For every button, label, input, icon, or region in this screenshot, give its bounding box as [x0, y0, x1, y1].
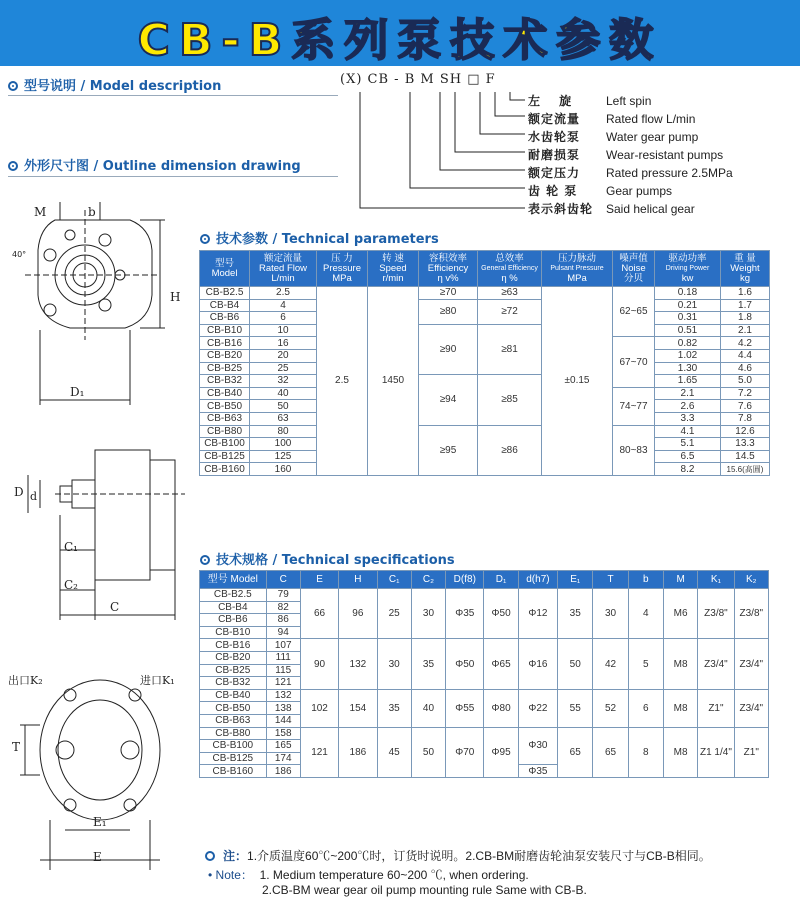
weight-cell: 4.2: [721, 337, 770, 350]
flow-cell: 4: [250, 299, 317, 312]
header-unit: MPa: [567, 272, 587, 284]
K2-cell: Z3/4": [734, 689, 768, 727]
header-unit: kw: [681, 272, 694, 284]
C2-cell: 30: [411, 589, 445, 639]
power-cell: 0.51: [655, 324, 721, 337]
T-cell: 30: [593, 589, 628, 639]
header-cn: 重 量: [734, 252, 756, 264]
header-unit: r/min: [382, 272, 404, 284]
C-cell: 82: [266, 601, 300, 614]
legend-row: [528, 164, 733, 181]
noise-cell: 80~83: [613, 425, 655, 475]
params-header-cell: [368, 251, 419, 287]
model-cell: CB-B160: [200, 463, 250, 476]
header-en: Speed: [379, 262, 407, 274]
label-D1: D₁: [70, 385, 85, 399]
D-cell: Φ35: [446, 589, 484, 639]
header-unit: MPa: [332, 272, 352, 284]
C-cell: 132: [266, 689, 300, 702]
header-en: Pulsant Pressure: [550, 264, 604, 272]
legend-row: [528, 182, 672, 199]
power-cell: 0.21: [655, 299, 721, 312]
model-cell: CB-B6: [200, 614, 267, 627]
legend-cn: 额定流量: [528, 112, 581, 126]
C-cell: 115: [266, 664, 300, 677]
K1-cell: Z3/8": [698, 589, 734, 639]
d-cell: Φ16: [518, 639, 557, 689]
C-cell: 186: [266, 765, 300, 778]
flow-cell: 16: [250, 337, 317, 350]
params-header-cell: [200, 251, 250, 287]
legend-row: [528, 146, 723, 163]
header-en: General Efficiency: [481, 264, 538, 272]
header-cn: 转 速: [382, 252, 404, 264]
model-code-leader-lines: [340, 88, 540, 218]
power-cell: 2.1: [655, 387, 721, 400]
note-cn: 注：1.介质温度60℃~200℃时，订货时说明。2.CB-BM耐磨齿轮油泵安装尺寸与CB-B相同。: [205, 847, 711, 864]
legend-en: Rated flow L/min: [606, 112, 696, 126]
weight-cell: 1.7: [721, 299, 770, 312]
bullet-icon: [205, 851, 215, 861]
label-d: d: [30, 490, 38, 503]
params-header-cell: [317, 251, 368, 287]
legend-en: Wear-resistant pumps: [606, 148, 724, 162]
power-cell: 0.82: [655, 337, 721, 350]
model-cell: CB-B20: [200, 349, 250, 362]
E1-cell: 55: [558, 689, 593, 727]
D-cell: Φ55: [446, 689, 484, 727]
weight-cell: 1.6: [721, 287, 770, 300]
label-E: E: [93, 850, 102, 864]
technical-specifications-table: [199, 570, 769, 778]
label-T: T: [12, 740, 21, 754]
label-inlet-K1: 进口K₁: [140, 674, 175, 687]
flow-cell: 20: [250, 349, 317, 362]
legend-cn: 耐磨损泵: [528, 148, 581, 162]
C-cell: 158: [266, 727, 300, 740]
d-cell: Φ12: [518, 589, 557, 639]
C2-cell: 35: [411, 639, 445, 689]
legend-en: Gear pumps: [606, 184, 673, 198]
model-cell: CB-B80: [200, 425, 250, 438]
params-header-cell: [478, 251, 542, 287]
header-cn: 型号: [214, 257, 234, 269]
M-cell: M8: [663, 689, 697, 727]
legend-cn: 水齿轮泵: [528, 130, 581, 144]
C2-cell: 50: [411, 727, 445, 777]
general-efficiency-cell: ≥63: [478, 287, 542, 300]
specs-header-cell: K₁: [698, 571, 734, 589]
bullet-icon: [200, 555, 210, 565]
model-cell: CB-B20: [200, 651, 267, 664]
model-cell: CB-B40: [200, 387, 250, 400]
specs-header-cell: D(f8): [446, 571, 484, 589]
header-en: Pressure: [322, 262, 361, 274]
E-cell: 121: [300, 727, 338, 777]
b-cell: 4: [628, 589, 663, 639]
params-header-cell: [655, 251, 721, 287]
C2-cell: 40: [411, 689, 445, 727]
T-cell: 42: [593, 639, 628, 689]
E1-cell: 65: [558, 727, 593, 777]
pump-side-view: [95, 450, 150, 580]
specs-header-cell: K₂: [734, 571, 768, 589]
model-cell: CB-B25: [200, 362, 250, 375]
model-cell: CB-B125: [200, 752, 267, 765]
specs-header-cell: C₂: [411, 571, 445, 589]
volumetric-efficiency-cell: ≥94: [419, 375, 478, 425]
flow-cell: 2.5: [250, 287, 317, 300]
flow-cell: 10: [250, 324, 317, 337]
E-cell: 90: [300, 639, 338, 689]
general-efficiency-cell: ≥85: [478, 375, 542, 425]
C1-cell: 30: [377, 639, 411, 689]
E-cell: 102: [300, 689, 338, 727]
specs-header-cell: C: [266, 571, 300, 589]
header-unit: η %: [501, 272, 518, 284]
weight-cell: 12.6: [721, 425, 770, 438]
weight-cell: 4.6: [721, 362, 770, 375]
power-cell: 3.3: [655, 412, 721, 425]
b-cell: 8: [628, 727, 663, 777]
C-cell: 144: [266, 714, 300, 727]
weight-cell: 4.4: [721, 349, 770, 362]
volumetric-efficiency-cell: ≥90: [419, 324, 478, 374]
power-cell: 0.31: [655, 312, 721, 325]
noise-cell: 62~65: [613, 287, 655, 337]
weight-cell: 1.8: [721, 312, 770, 325]
model-cell: CB-B80: [200, 727, 267, 740]
C-cell: 111: [266, 651, 300, 664]
d-cell: Φ30: [518, 727, 557, 765]
params-header-row: [200, 251, 770, 287]
outline-drawing: [0, 180, 190, 900]
K1-cell: Z1": [698, 689, 734, 727]
flow-cell: 100: [250, 438, 317, 451]
model-cell: CB-B100: [200, 438, 250, 451]
model-cell: CB-B100: [200, 740, 267, 753]
C-cell: 107: [266, 639, 300, 652]
header-en: Noise: [621, 262, 646, 274]
D-cell: Φ50: [446, 639, 484, 689]
C-cell: 174: [266, 752, 300, 765]
header-en: Efficiency: [427, 262, 469, 274]
H-cell: 132: [339, 639, 377, 689]
H-cell: 154: [339, 689, 377, 727]
weight-cell: 7.8: [721, 412, 770, 425]
params-row: [200, 287, 770, 300]
D1-cell: Φ65: [484, 639, 518, 689]
E-cell: 66: [300, 589, 338, 639]
flow-cell: 32: [250, 375, 317, 388]
d-cell: Φ35: [518, 765, 557, 778]
specs-header-cell: d(h7): [518, 571, 557, 589]
power-cell: 8.2: [655, 463, 721, 476]
specs-header-cell: H: [339, 571, 377, 589]
bullet-icon: [200, 234, 210, 244]
flow-cell: 160: [250, 463, 317, 476]
section-technical-parameters: 技术参数 / Technical parameters: [200, 228, 439, 247]
b-cell: 5: [628, 639, 663, 689]
section-technical-specifications: 技术规格 / Technical specifications: [200, 549, 455, 568]
model-cell: CB-B10: [200, 626, 267, 639]
header-unit: kg: [739, 272, 751, 284]
params-header-cell: [419, 251, 478, 287]
params-header-cell: [250, 251, 317, 287]
params-header-cell: [542, 251, 613, 287]
noise-cell: 74~77: [613, 387, 655, 425]
power-cell: 6.5: [655, 450, 721, 463]
header-unit: 分贝: [623, 272, 643, 284]
model-cell: CB-B63: [200, 412, 250, 425]
K2-cell: Z1": [734, 727, 768, 777]
M-cell: M8: [663, 727, 697, 777]
header-cn: 压 力: [331, 252, 353, 264]
header-cn: 噪声值: [619, 252, 648, 264]
K1-cell: Z1 1/4": [698, 727, 734, 777]
flow-cell: 25: [250, 362, 317, 375]
model-cell: CB-B2.5: [200, 589, 267, 602]
weight-cell: 5.0: [721, 375, 770, 388]
label-C2: C₂: [64, 578, 78, 592]
label-H: H: [170, 290, 181, 304]
legend-cn: 齿 轮 泵: [528, 184, 578, 198]
divider: [8, 176, 338, 177]
model-cell: CB-B32: [200, 677, 267, 690]
K2-cell: Z3/8": [734, 589, 768, 639]
D1-cell: Φ95: [484, 727, 518, 777]
page-title: CB-B系列泵技术参数: [137, 15, 663, 66]
D-cell: Φ70: [446, 727, 484, 777]
header-unit: L/min: [271, 272, 295, 284]
weight-cell: 13.3: [721, 438, 770, 451]
model-cell: CB-B4: [200, 299, 250, 312]
specs-header-cell: E: [300, 571, 338, 589]
label-C: C: [110, 600, 120, 614]
weight-cell: 7.6: [721, 400, 770, 413]
pressure-cell: 2.5: [317, 287, 368, 476]
C1-cell: 35: [377, 689, 411, 727]
model-cell: CB-B50: [200, 400, 250, 413]
specs-row: [200, 689, 769, 702]
model-cell: CB-B40: [200, 689, 267, 702]
technical-parameters-table: [199, 250, 770, 476]
section-outline-drawing: 外形尺寸图 / Outline dimension drawing: [8, 155, 301, 174]
specs-row: [200, 727, 769, 740]
H-cell: 96: [339, 589, 377, 639]
noise-cell: 67~70: [613, 337, 655, 387]
pulsation-cell: ±0.15: [542, 287, 613, 476]
D1-cell: Φ80: [484, 689, 518, 727]
power-cell: 1.02: [655, 349, 721, 362]
E1-cell: 35: [558, 589, 593, 639]
power-cell: 4.1: [655, 425, 721, 438]
volumetric-efficiency-cell: ≥80: [419, 299, 478, 324]
T-cell: 52: [593, 689, 628, 727]
specs-row: [200, 589, 769, 602]
specs-header-row: [200, 571, 769, 589]
legend-row: [528, 200, 695, 217]
legend-cn: 额定压力: [528, 166, 581, 180]
header-cn: 驱动功率: [668, 252, 707, 264]
header-en: Driving Power: [665, 264, 710, 272]
note-en-2: 2.CB-BM wear gear oil pump mounting rule Same with CB-B.: [262, 883, 587, 897]
flow-cell: 50: [250, 400, 317, 413]
header-unit: η v%: [437, 272, 459, 284]
header-cn: 容积效率: [428, 252, 467, 264]
speed-cell: 1450: [368, 287, 419, 476]
label-b: b: [88, 205, 96, 219]
legend-cn: 表示斜齿轮: [528, 202, 594, 216]
C-cell: 138: [266, 702, 300, 715]
weight-cell: 7.2: [721, 387, 770, 400]
label-E1: E₁: [93, 815, 107, 829]
model-cell: CB-B50: [200, 702, 267, 715]
legend-row: [528, 92, 651, 109]
model-cell: CB-B16: [200, 337, 250, 350]
label-outlet-K2: 出口K₂: [8, 674, 43, 687]
volumetric-efficiency-cell: ≥70: [419, 287, 478, 300]
power-cell: 1.30: [655, 362, 721, 375]
model-cell: CB-B16: [200, 639, 267, 652]
bullet-icon: [8, 81, 18, 91]
header-en: Rated Flow: [258, 262, 308, 274]
header-en: Weight: [730, 262, 760, 274]
power-cell: 0.18: [655, 287, 721, 300]
label-angle: 40°: [12, 250, 27, 259]
d-cell: Φ22: [518, 689, 557, 727]
model-cell: CB-B6: [200, 312, 250, 325]
legend-en: Left spin: [606, 94, 652, 108]
bullet-icon: •: [208, 868, 216, 882]
M-cell: M6: [663, 589, 697, 639]
C1-cell: 45: [377, 727, 411, 777]
b-cell: 6: [628, 689, 663, 727]
params-row: [200, 375, 770, 388]
power-cell: 5.1: [655, 438, 721, 451]
specs-header-cell: b: [628, 571, 663, 589]
specs-header-cell: T: [593, 571, 628, 589]
label-D: D: [14, 485, 24, 499]
flow-cell: 40: [250, 387, 317, 400]
C-cell: 94: [266, 626, 300, 639]
params-header-cell: [613, 251, 655, 287]
weight-cell: 2.1: [721, 324, 770, 337]
params-header-cell: [721, 251, 770, 287]
K1-cell: Z3/4": [698, 639, 734, 689]
params-row: [200, 324, 770, 337]
params-row: [200, 425, 770, 438]
model-cell: CB-B32: [200, 375, 250, 388]
H-cell: 186: [339, 727, 377, 777]
legend-en: Said helical gear: [606, 202, 695, 216]
legend-row: [528, 110, 695, 127]
header-en: Model: [211, 267, 238, 279]
model-cell: CB-B10: [200, 324, 250, 337]
power-cell: 1.65: [655, 375, 721, 388]
model-cell: CB-B160: [200, 765, 267, 778]
divider: [8, 95, 338, 96]
specs-row: [200, 639, 769, 652]
note-en-1: • Note： 1. Medium temperature 60~200 ℃, when ordering.: [208, 868, 529, 882]
C-cell: 79: [266, 589, 300, 602]
M-cell: M8: [663, 639, 697, 689]
header-cn: 压力脉动: [557, 252, 596, 264]
C-cell: 121: [266, 677, 300, 690]
header-cn: 总效率: [495, 252, 524, 264]
volumetric-efficiency-cell: ≥95: [419, 425, 478, 475]
flow-cell: 63: [250, 412, 317, 425]
model-cell: CB-B4: [200, 601, 267, 614]
specs-header-cell: C₁: [377, 571, 411, 589]
power-cell: 2.6: [655, 400, 721, 413]
weight-cell: 14.5: [721, 450, 770, 463]
params-row: [200, 299, 770, 312]
general-efficiency-cell: ≥72: [478, 299, 542, 324]
label-M: M: [34, 205, 47, 219]
C-cell: 86: [266, 614, 300, 627]
K2-cell: Z3/4": [734, 639, 768, 689]
model-cell: CB-B63: [200, 714, 267, 727]
weight-cell: 15.6(髙圓): [721, 463, 770, 476]
bullet-icon: [8, 161, 18, 171]
flow-cell: 80: [250, 425, 317, 438]
model-cell: CB-B25: [200, 664, 267, 677]
section-model-description: 型号说明 / Model description: [8, 75, 221, 94]
legend-en: Rated pressure 2.5MPa: [606, 166, 733, 180]
C1-cell: 25: [377, 589, 411, 639]
C-cell: 165: [266, 740, 300, 753]
E1-cell: 50: [558, 639, 593, 689]
specs-header-cell: E₁: [558, 571, 593, 589]
label-C1: C₁: [64, 540, 78, 554]
D1-cell: Φ50: [484, 589, 518, 639]
model-cell: CB-B2.5: [200, 287, 250, 300]
general-efficiency-cell: ≥86: [478, 425, 542, 475]
specs-header-cell: M: [663, 571, 697, 589]
model-code: (X) CB - B M SH □ F: [340, 72, 496, 87]
header-cn: 额定流量: [263, 252, 302, 264]
specs-header-cell: D₁: [484, 571, 518, 589]
legend-en: Water gear pump: [606, 130, 699, 144]
flow-cell: 125: [250, 450, 317, 463]
model-cell: CB-B125: [200, 450, 250, 463]
specs-header-cell: 型号 Model: [200, 571, 267, 589]
general-efficiency-cell: ≥81: [478, 324, 542, 374]
legend-row: [528, 128, 698, 145]
legend-cn: 左 旋: [528, 94, 573, 108]
T-cell: 65: [593, 727, 628, 777]
flow-cell: 6: [250, 312, 317, 325]
title-banner: [0, 0, 800, 66]
